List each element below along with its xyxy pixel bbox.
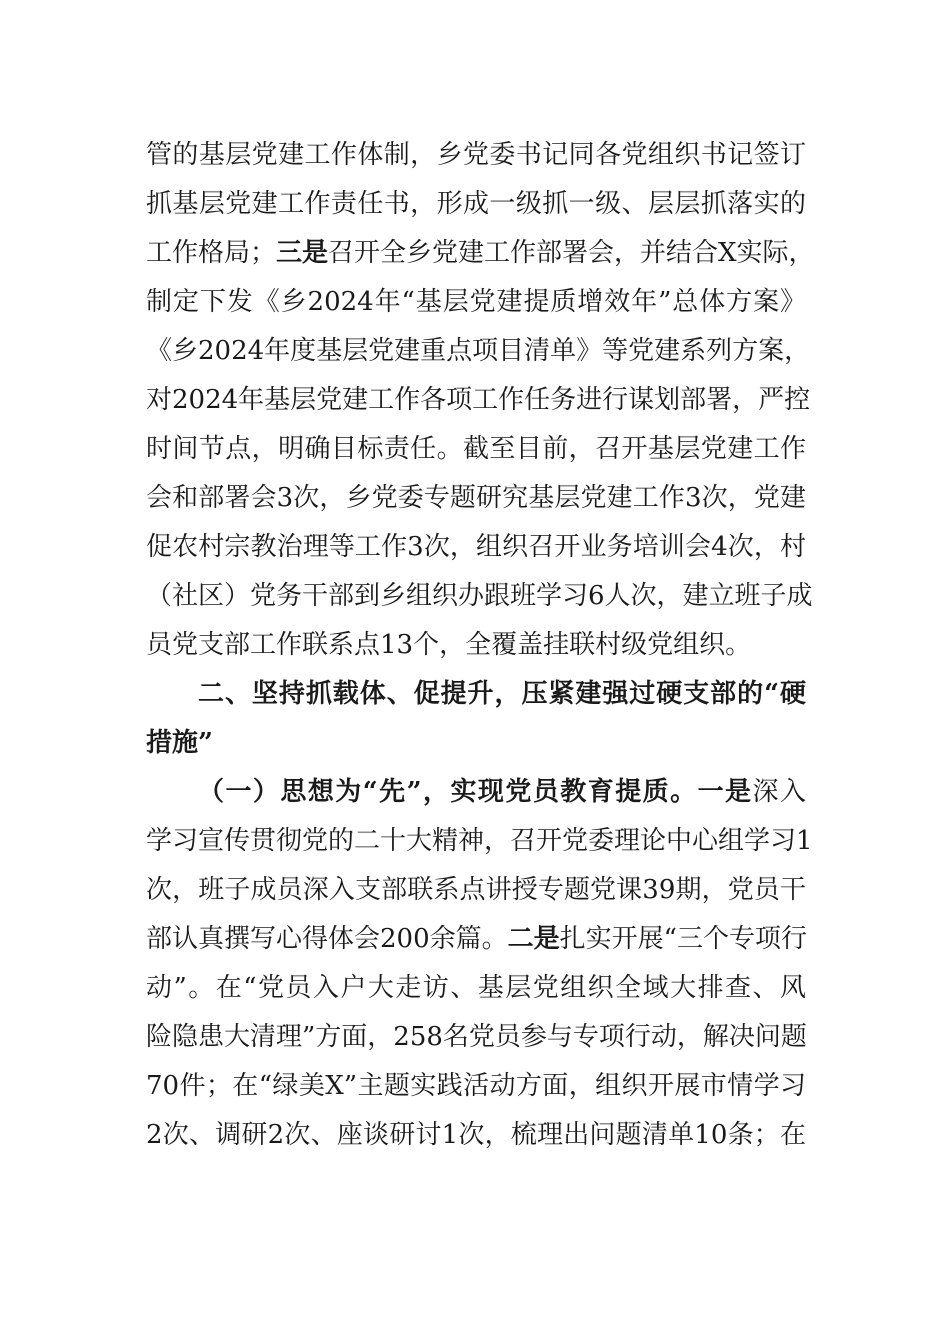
text-line [146, 425, 806, 473]
text-segment: 深入 [752, 777, 806, 807]
bold-text-segment: 二是 [507, 924, 560, 954]
text-line [146, 523, 806, 571]
text-segment: 会和部署会3次，乡党委专题研究基层党建工作3次，党建 [146, 483, 806, 513]
text-line [146, 964, 806, 1012]
text-segment: （社区）党务干部到乡组织办跟班学习6人次，建立班子成 [146, 581, 813, 611]
text-segment: 70件；在“绿美X”主题实践活动方面，组织开展市情学习 [146, 1071, 806, 1101]
text-line [146, 474, 806, 522]
text-segment: 员党支部工作联系点13个，全覆盖挂联村级党组织。 [146, 630, 752, 660]
text-segment: 制定下发《乡2024年“基层党建提质增效年”总体方案》 [146, 287, 806, 317]
bold-text-segment: 二、坚持抓载体、促提升，压紧建强过硬支部的“硬 [198, 679, 806, 709]
text-segment: 险隐患大清理”方面，258名党员参与专项行动，解决问题 [146, 1022, 807, 1052]
text-line [198, 670, 806, 718]
bold-text-segment: 三是 [276, 238, 329, 268]
text-line [146, 1013, 806, 1061]
text-line [146, 278, 806, 326]
text-line [146, 621, 806, 669]
text-line [146, 817, 813, 865]
text-segment: 部认真撰写心得体会200余篇。 [146, 924, 508, 954]
bold-text-segment: 一是 [697, 777, 753, 807]
text-line [146, 1111, 806, 1159]
text-line [198, 768, 806, 816]
bold-text-segment: 措施” [146, 728, 213, 758]
text-line [146, 1062, 806, 1110]
text-segment: 促农村宗教治理等工作3次，组织召开业务培训会4次，村 [146, 532, 806, 562]
text-segment: 管的基层党建工作体制，乡党委书记同各党组织书记签订 [146, 140, 806, 170]
text-line [146, 572, 813, 620]
text-segment: 2次、调研2次、座谈研讨1次，梳理出问题清单10条；在 [146, 1120, 806, 1150]
text-segment: 抓基层党建工作责任书，形成一级抓一级、层层抓落实的 [146, 189, 806, 219]
text-segment: 学习宣传贯彻党的二十大精神，召开党委理论中心组学习1 [146, 826, 813, 856]
text-segment: 召开全乡党建工作部署会，并结合X实际， [328, 238, 815, 268]
text-segment: 对2024年基层党建工作各项工作任务进行谋划部署，严控 [146, 385, 811, 415]
text-line [146, 719, 806, 767]
text-segment: 时间节点，明确目标责任。截至目前，召开基层党建工作 [146, 434, 806, 464]
text-segment: 动”。在“党员入户大走访、基层党组织全域大排查、风 [146, 973, 806, 1003]
text-segment: 《乡2024年度基层党建重点项目清单》等党建系列方案， [146, 336, 811, 366]
text-line [146, 866, 806, 914]
text-segment: 扎实开展“三个专项行 [559, 924, 807, 954]
text-segment: 次，班子成员深入支部联系点讲授专题党课39期，党员干 [146, 875, 806, 905]
text-line [146, 131, 806, 179]
bold-text-segment: （一）思想为“先”，实现党员教育提质。 [198, 777, 698, 807]
text-line [146, 180, 806, 228]
text-line [146, 915, 806, 963]
text-line [146, 327, 811, 375]
text-line [146, 376, 811, 424]
text-line [146, 229, 815, 277]
text-segment: 工作格局； [146, 238, 277, 268]
